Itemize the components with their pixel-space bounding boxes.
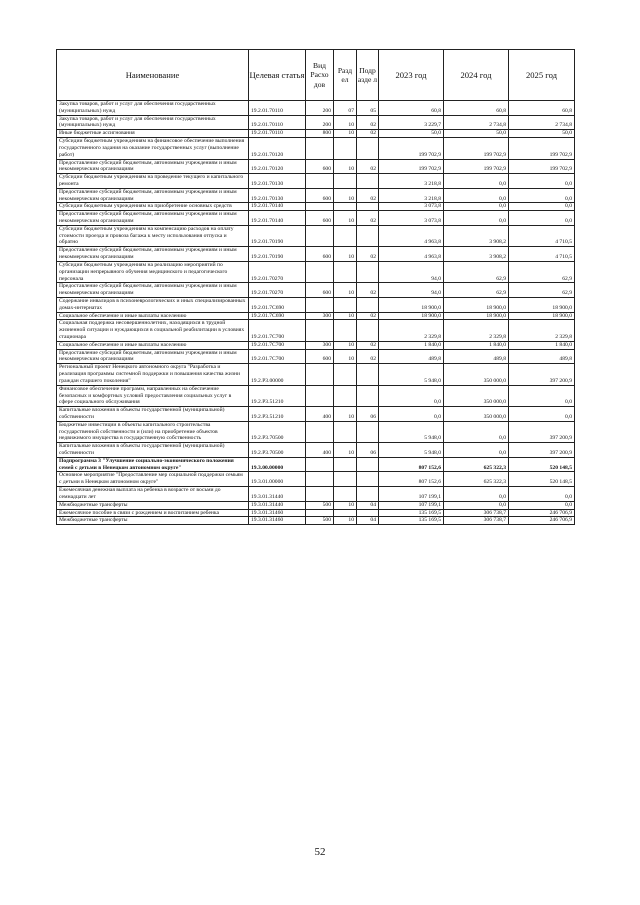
row-section: 10 xyxy=(334,407,357,422)
row-2024-value: 3 908,2 xyxy=(444,225,509,246)
row-section: 10 xyxy=(334,517,357,525)
row-section: 10 xyxy=(334,349,357,364)
row-2023-value: 1 840,0 xyxy=(379,341,444,349)
row-2025-value: 0,0 xyxy=(509,188,575,203)
row-name: Социальная поддержка несовершеннолетних, находящихся в трудной жизненной ситуации и нуждающихся в социальной реабилитации в условиях стационара xyxy=(57,320,249,341)
header-name: Наименование xyxy=(57,50,249,101)
row-subsection xyxy=(357,509,379,517)
row-2023-value: 18 900,0 xyxy=(379,297,444,312)
row-2025-value: 0,0 xyxy=(509,487,575,502)
row-2023-value: 60,8 xyxy=(379,101,444,116)
row-type xyxy=(306,297,334,312)
row-2024-value: 62,9 xyxy=(444,283,509,298)
row-section xyxy=(334,174,357,189)
table-row xyxy=(57,130,575,138)
table-row xyxy=(57,349,575,364)
row-section: 10 xyxy=(334,443,357,458)
row-type: 500 xyxy=(306,517,334,525)
row-subsection xyxy=(357,203,379,211)
row-name: Капитальные вложения в объекты государственной (муниципальной) собственности xyxy=(57,443,249,458)
row-2025-value: 50,0 xyxy=(509,130,575,138)
row-code: 19.2.01.70110 xyxy=(249,115,306,130)
row-subsection xyxy=(357,138,379,159)
row-2024-value: 350 000,0 xyxy=(444,364,509,385)
row-2025-value: 246 706,9 xyxy=(509,517,575,525)
row-type: 500 xyxy=(306,501,334,509)
row-type: 400 xyxy=(306,443,334,458)
row-2025-value: 246 706,9 xyxy=(509,509,575,517)
table-row xyxy=(57,472,575,487)
row-code: 19.2.01.7С690 xyxy=(249,312,306,320)
row-2024-value: 0,0 xyxy=(444,487,509,502)
row-subsection xyxy=(357,261,379,282)
row-code: 19.2.01.7С700 xyxy=(249,320,306,341)
row-name: Основное мероприятие "Предоставление мер социальной поддержки семьям с детьми в Ненецком автономном округе" xyxy=(57,472,249,487)
row-subsection xyxy=(357,297,379,312)
row-type xyxy=(306,472,334,487)
row-subsection: 02 xyxy=(357,115,379,130)
row-2024-value: 306 738,7 xyxy=(444,509,509,517)
row-type: 400 xyxy=(306,407,334,422)
row-2025-value: 397 200,9 xyxy=(509,364,575,385)
row-type xyxy=(306,174,334,189)
row-subsection: 04 xyxy=(357,501,379,509)
row-code: 19.2.01.70190 xyxy=(249,225,306,246)
table-row xyxy=(57,247,575,262)
row-2024-value: 0,0 xyxy=(444,174,509,189)
row-2023-value: 3 073,8 xyxy=(379,203,444,211)
row-2025-value: 0,0 xyxy=(509,385,575,406)
row-type xyxy=(306,385,334,406)
row-section: 10 xyxy=(334,312,357,320)
row-2024-value: 62,9 xyxy=(444,261,509,282)
row-name: Социальное обеспечение и иные выплаты населению xyxy=(57,341,249,349)
row-code: 19.2.P3.70500 xyxy=(249,443,306,458)
table-row xyxy=(57,312,575,320)
row-2025-value: 489,8 xyxy=(509,349,575,364)
row-2023-value: 135 169,5 xyxy=(379,517,444,525)
row-2025-value: 2 329,8 xyxy=(509,320,575,341)
row-subsection: 02 xyxy=(357,211,379,226)
table-row xyxy=(57,320,575,341)
row-name: Субсидии бюджетным учреждениям на реализацию мероприятий по организации непрерывного обучения медицинского и педагогического персонала xyxy=(57,261,249,282)
row-2023-value: 5 948,0 xyxy=(379,443,444,458)
row-2025-value: 18 900,0 xyxy=(509,297,575,312)
row-section: 10 xyxy=(334,341,357,349)
row-subsection: 02 xyxy=(357,159,379,174)
row-code: 19.2.01.7С700 xyxy=(249,341,306,349)
row-type: 200 xyxy=(306,115,334,130)
row-2023-value: 807 152,6 xyxy=(379,472,444,487)
row-name: Региональный проект Ненецкого автономного округа "Разработка и реализация программы системной поддержки и повышения качества жизни граждан старшего поколения" xyxy=(57,364,249,385)
row-2024-value: 306 738,7 xyxy=(444,517,509,525)
row-name: Бюджетные инвестиции в объекты капитального строительства государственной собственности и (или) на приобретение объектов недвижимого имущества в государственную собственность xyxy=(57,421,249,442)
row-2023-value: 5 948,0 xyxy=(379,421,444,442)
row-type xyxy=(306,487,334,502)
row-2024-value: 0,0 xyxy=(444,188,509,203)
row-name: Предоставление субсидий бюджетным, автономным учреждениям и иным некоммерческим организациям xyxy=(57,349,249,364)
row-code: 19.2.01.70120 xyxy=(249,159,306,174)
row-2023-value: 4 963,8 xyxy=(379,247,444,262)
row-subsection: 02 xyxy=(357,247,379,262)
row-code: 19.2.01.70140 xyxy=(249,211,306,226)
row-section: 10 xyxy=(334,188,357,203)
row-name: Ежемесячная денежная выплата на ребенка в возрасте от восьми до семнадцати лет xyxy=(57,487,249,502)
row-type: 800 xyxy=(306,130,334,138)
table-row xyxy=(57,138,575,159)
row-2023-value: 18 900,0 xyxy=(379,312,444,320)
row-code: 19.2.P3.51210 xyxy=(249,407,306,422)
row-subsection: 02 xyxy=(357,312,379,320)
row-section: 10 xyxy=(334,115,357,130)
row-section xyxy=(334,225,357,246)
row-code: 19.2.01.70270 xyxy=(249,261,306,282)
table-row xyxy=(57,364,575,385)
row-code: 19.3.01.31460 xyxy=(249,509,306,517)
row-subsection xyxy=(357,457,379,472)
row-name: Закупка товаров, работ и услуг для обеспечения государственных (муниципальных) нужд xyxy=(57,115,249,130)
row-code: 19.3.00.00000 xyxy=(249,457,306,472)
row-2023-value: 489,8 xyxy=(379,349,444,364)
header-2024: 2024 год xyxy=(444,50,509,101)
row-type xyxy=(306,421,334,442)
row-type: 600 xyxy=(306,247,334,262)
row-2024-value: 60,8 xyxy=(444,101,509,116)
row-2025-value: 4 710,5 xyxy=(509,225,575,246)
row-code: 19.2.01.70270 xyxy=(249,283,306,298)
row-2025-value: 62,9 xyxy=(509,283,575,298)
row-subsection xyxy=(357,364,379,385)
row-code: 19.2.01.70130 xyxy=(249,188,306,203)
row-2024-value: 199 702,9 xyxy=(444,138,509,159)
row-subsection: 06 xyxy=(357,407,379,422)
row-code: 19.3.01.31440 xyxy=(249,487,306,502)
row-2025-value: 18 900,0 xyxy=(509,312,575,320)
table-body xyxy=(57,101,575,525)
header-2025: 2025 год xyxy=(509,50,575,101)
row-code: 19.2.01.70140 xyxy=(249,203,306,211)
row-section: 10 xyxy=(334,283,357,298)
row-section xyxy=(334,364,357,385)
row-code: 19.2.01.7С690 xyxy=(249,297,306,312)
row-section xyxy=(334,385,357,406)
row-2025-value: 62,9 xyxy=(509,261,575,282)
row-2024-value: 0,0 xyxy=(444,421,509,442)
row-2023-value: 199 702,9 xyxy=(379,138,444,159)
table-row xyxy=(57,115,575,130)
row-section xyxy=(334,320,357,341)
row-type xyxy=(306,320,334,341)
row-2024-value: 0,0 xyxy=(444,443,509,458)
table-row xyxy=(57,457,575,472)
row-subsection xyxy=(357,174,379,189)
row-code: 19.2.01.70190 xyxy=(249,247,306,262)
row-type xyxy=(306,457,334,472)
row-subsection xyxy=(357,421,379,442)
table-row xyxy=(57,174,575,189)
row-type: 200 xyxy=(306,101,334,116)
row-2023-value: 2 329,8 xyxy=(379,320,444,341)
row-name: Иные бюджетные ассигнования xyxy=(57,130,249,138)
row-2025-value: 0,0 xyxy=(509,501,575,509)
row-2024-value: 2 329,8 xyxy=(444,320,509,341)
row-2025-value: 397 200,9 xyxy=(509,443,575,458)
table-row xyxy=(57,385,575,406)
row-type: 600 xyxy=(306,159,334,174)
table-row xyxy=(57,443,575,458)
row-section xyxy=(334,457,357,472)
row-2023-value: 0,0 xyxy=(379,407,444,422)
header-section: Разд ел xyxy=(334,50,357,101)
row-2025-value: 2 734,8 xyxy=(509,115,575,130)
row-2025-value: 199 702,9 xyxy=(509,138,575,159)
row-subsection xyxy=(357,472,379,487)
row-2024-value: 489,8 xyxy=(444,349,509,364)
row-2024-value: 199 702,9 xyxy=(444,159,509,174)
row-subsection: 05 xyxy=(357,101,379,116)
row-2023-value: 3 218,8 xyxy=(379,174,444,189)
row-type xyxy=(306,364,334,385)
row-subsection xyxy=(357,487,379,502)
row-2024-value: 18 900,0 xyxy=(444,312,509,320)
row-2023-value: 94,0 xyxy=(379,283,444,298)
row-2025-value: 520 148,5 xyxy=(509,472,575,487)
row-2023-value: 135 169,5 xyxy=(379,509,444,517)
row-type xyxy=(306,509,334,517)
table-row xyxy=(57,341,575,349)
row-2024-value: 3 908,2 xyxy=(444,247,509,262)
table-row xyxy=(57,203,575,211)
row-name: Субсидии бюджетным учреждениям на приобретение основных средств xyxy=(57,203,249,211)
row-2023-value: 807 152,6 xyxy=(379,457,444,472)
row-code: 19.3.01.00000 xyxy=(249,472,306,487)
row-type: 600 xyxy=(306,188,334,203)
row-2023-value: 94,0 xyxy=(379,261,444,282)
row-2023-value: 3 229,7 xyxy=(379,115,444,130)
row-2023-value: 0,0 xyxy=(379,385,444,406)
header-type: Вид Расхо дов xyxy=(306,50,334,101)
row-2023-value: 50,0 xyxy=(379,130,444,138)
table-row xyxy=(57,407,575,422)
row-name: Межбюджетные трансферты xyxy=(57,501,249,509)
row-type xyxy=(306,225,334,246)
row-2024-value: 350 000,0 xyxy=(444,385,509,406)
row-name: Предоставление субсидий бюджетным, автономным учреждениям и иным некоммерческим организациям xyxy=(57,188,249,203)
row-2023-value: 4 963,8 xyxy=(379,225,444,246)
table-row xyxy=(57,159,575,174)
row-section: 10 xyxy=(334,130,357,138)
row-2025-value: 0,0 xyxy=(509,174,575,189)
row-code: 19.3.01.31440 xyxy=(249,501,306,509)
table-row xyxy=(57,101,575,116)
row-2024-value: 625 322,3 xyxy=(444,457,509,472)
row-2023-value: 5 948,0 xyxy=(379,364,444,385)
row-name: Социальное обеспечение и иные выплаты населению xyxy=(57,312,249,320)
table-row xyxy=(57,501,575,509)
row-2025-value: 520 148,5 xyxy=(509,457,575,472)
row-name: Субсидии бюджетным учреждениям на финансовое обеспечение выполнения государственного задания на оказание государственных услуг (выполнение работ) xyxy=(57,138,249,159)
table-row xyxy=(57,297,575,312)
row-subsection: 02 xyxy=(357,341,379,349)
row-name: Закупка товаров, работ и услуг для обеспечения государственных (муниципальных) нужд xyxy=(57,101,249,116)
row-section xyxy=(334,138,357,159)
table-row xyxy=(57,225,575,246)
header-2023: 2023 год xyxy=(379,50,444,101)
row-2025-value: 0,0 xyxy=(509,211,575,226)
table-row xyxy=(57,261,575,282)
row-subsection xyxy=(357,225,379,246)
table-row xyxy=(57,487,575,502)
row-section xyxy=(334,487,357,502)
row-2025-value: 199 702,9 xyxy=(509,159,575,174)
row-section: 10 xyxy=(334,501,357,509)
row-2025-value: 60,8 xyxy=(509,101,575,116)
row-name: Субсидии бюджетным учреждениям на проведение текущего и капитального ремонта xyxy=(57,174,249,189)
row-2024-value: 2 734,8 xyxy=(444,115,509,130)
row-2023-value: 3 218,8 xyxy=(379,188,444,203)
row-2023-value: 107 199,1 xyxy=(379,487,444,502)
row-type: 600 xyxy=(306,211,334,226)
row-section: 07 xyxy=(334,101,357,116)
row-type: 300 xyxy=(306,341,334,349)
row-2023-value: 199 702,9 xyxy=(379,159,444,174)
row-2024-value: 0,0 xyxy=(444,203,509,211)
row-name: Предоставление субсидий бюджетным, автономным учреждениям и иным некоммерческим организациям xyxy=(57,159,249,174)
row-2023-value: 107 199,1 xyxy=(379,501,444,509)
row-code: 19.2.01.70110 xyxy=(249,101,306,116)
row-type xyxy=(306,203,334,211)
row-2025-value: 0,0 xyxy=(509,203,575,211)
row-2024-value: 1 840,0 xyxy=(444,341,509,349)
row-2024-value: 0,0 xyxy=(444,501,509,509)
page-number: 52 xyxy=(314,846,326,858)
row-type xyxy=(306,138,334,159)
row-section xyxy=(334,261,357,282)
row-name: Подпрограмма 3 "Улучшение социально-экономического положения семей с детьми в Ненецком автономном округе" xyxy=(57,457,249,472)
row-name: Предоставление субсидий бюджетным, автономным учреждениям и иным некоммерческим организациям xyxy=(57,283,249,298)
table-row xyxy=(57,517,575,525)
row-name: Содержание инвалидов в психоневрологических и иных специализированных домах-интернатах xyxy=(57,297,249,312)
table-row xyxy=(57,509,575,517)
header-code: Целевая статья xyxy=(249,50,306,101)
row-code: 19.2.01.70130 xyxy=(249,174,306,189)
row-section: 10 xyxy=(334,247,357,262)
row-code: 19.2.01.70120 xyxy=(249,138,306,159)
row-subsection: 02 xyxy=(357,283,379,298)
row-section: 10 xyxy=(334,211,357,226)
row-type: 300 xyxy=(306,312,334,320)
row-subsection: 02 xyxy=(357,188,379,203)
row-subsection xyxy=(357,320,379,341)
row-subsection: 02 xyxy=(357,349,379,364)
row-subsection: 02 xyxy=(357,130,379,138)
row-section xyxy=(334,509,357,517)
row-code: 19.2.01.7С700 xyxy=(249,349,306,364)
row-name: Капитальные вложения в объекты государственной (муниципальной) собственности xyxy=(57,407,249,422)
row-section xyxy=(334,203,357,211)
row-name: Предоставление субсидий бюджетным, автономным учреждениям и иным некоммерческим организациям xyxy=(57,211,249,226)
table-row xyxy=(57,188,575,203)
row-2025-value: 4 710,5 xyxy=(509,247,575,262)
row-type xyxy=(306,261,334,282)
table-header-row xyxy=(57,50,575,101)
row-code: 19.2.01.70110 xyxy=(249,130,306,138)
row-subsection xyxy=(357,385,379,406)
header-subsection: Подр азде л xyxy=(357,50,379,101)
row-subsection: 06 xyxy=(357,443,379,458)
row-section xyxy=(334,421,357,442)
row-code: 19.2.P3.00000 xyxy=(249,364,306,385)
row-2023-value: 3 073,8 xyxy=(379,211,444,226)
row-2025-value: 0,0 xyxy=(509,407,575,422)
row-2024-value: 0,0 xyxy=(444,211,509,226)
row-2024-value: 50,0 xyxy=(444,130,509,138)
row-name: Субсидии бюджетным учреждениям на компенсацию расходов на оплату стоимости проезда и провоза багажа к месту использования отпуска и обратно xyxy=(57,225,249,246)
row-name: Ежемесячное пособие в связи с рождением и воспитанием ребенка xyxy=(57,509,249,517)
row-section xyxy=(334,297,357,312)
row-subsection: 04 xyxy=(357,517,379,525)
row-code: 19.2.P3.70500 xyxy=(249,421,306,442)
row-2025-value: 1 840,0 xyxy=(509,341,575,349)
table-row xyxy=(57,211,575,226)
row-name: Межбюджетные трансферты xyxy=(57,517,249,525)
row-name: Предоставление субсидий бюджетным, автономным учреждениям и иным некоммерческим организациям xyxy=(57,247,249,262)
row-code: 19.3.01.31460 xyxy=(249,517,306,525)
row-type: 600 xyxy=(306,349,334,364)
table-row xyxy=(57,283,575,298)
row-2024-value: 18 900,0 xyxy=(444,297,509,312)
table-row xyxy=(57,421,575,442)
row-2024-value: 350 000,0 xyxy=(444,407,509,422)
row-type: 600 xyxy=(306,283,334,298)
row-section xyxy=(334,472,357,487)
row-name: Финансовое обеспечение программ, направленных на обеспечение безопасных и комфортных условий предоставления социальных услуг в сфере социального обслуживания xyxy=(57,385,249,406)
row-code: 19.2.P3.51210 xyxy=(249,385,306,406)
budget-table xyxy=(56,49,575,525)
row-2025-value: 397 200,9 xyxy=(509,421,575,442)
row-2024-value: 625 322,3 xyxy=(444,472,509,487)
row-section: 10 xyxy=(334,159,357,174)
